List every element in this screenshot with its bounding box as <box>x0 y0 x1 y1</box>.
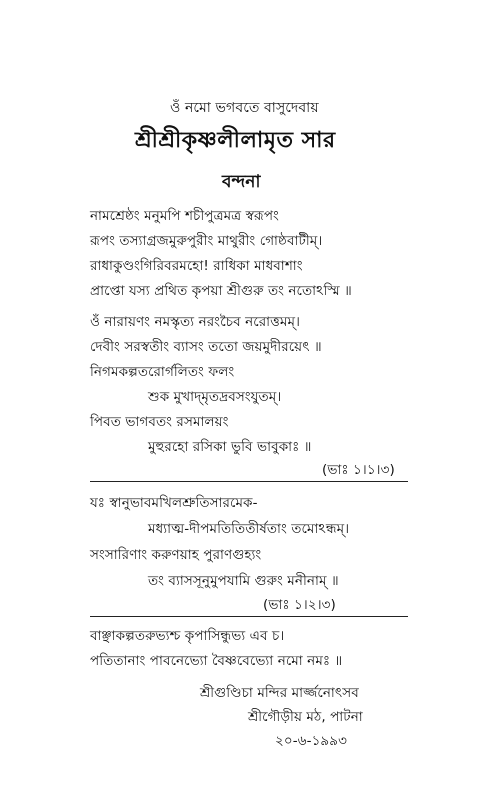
verse3-reference: (ভাঃ ১।১।৩) <box>322 462 395 478</box>
footer-date: ২০-৬-১৯৯৩ <box>275 733 348 749</box>
verse3-line3: পিবত ভাগবতং রসমালয়ং <box>90 414 229 430</box>
footer-place: শ্রীগৌড়ীয় মঠ, পাটনা <box>248 709 363 725</box>
verse5-line2: পতিতানাং পাবনেভ্যো বৈষ্ণবেভ্যো নমো নমঃ ॥ <box>90 653 343 669</box>
verse4-line4: তং ব্যাসসূনুমুপযামি গুরুং মনীনাম্ ॥ <box>148 573 339 589</box>
verse3-line4: মুহুরহো রসিকা ভুবি ভাবুকাঃ ॥ <box>148 439 312 455</box>
section-heading: বন্দনা <box>222 172 261 192</box>
invocation-line: ওঁ নমো ভগবতে বাসুদেবায় <box>170 100 319 116</box>
verse1-line4: প্রাপ্তো যস্য প্রথিত কৃপয়া শ্রীগুরু তং নতোঽস্মি ॥ <box>90 283 352 299</box>
page-title: শ্রীশ্রীকৃষ্ণলীলামৃত সার <box>135 128 336 153</box>
verse2-line2: দেবীং সরস্বতীং ব্যাসং ততো জয়মুদীরয়েৎ ॥ <box>90 339 322 355</box>
verse2-line1: ওঁ নারায়ণং নমস্কৃত্য নরংচৈব নরোত্তমম্। <box>90 314 301 330</box>
footer-event: শ্রীগুণ্ডিচা মন্দির মার্জ্জনোৎসব <box>200 685 359 701</box>
verse5-line1: বাঞ্ছাকল্পতরুভ্যশ্চ কৃপাসিন্ধুভ্য এব চ। <box>90 628 285 644</box>
divider-line <box>90 481 408 482</box>
verse4-reference: (ভাঃ ১।২।৩) <box>263 597 336 613</box>
verse4-line2: মধ্যাত্ম-দীপমতিতিতীর্ষতাং তমোঽন্ধম্। <box>148 521 350 537</box>
verse1-line2: রূপং তস্যাগ্রজমুরুপুরীং মাথুরীং গোষ্ঠবাটীম্। <box>90 233 323 249</box>
verse3-line2: শুক মুখাদ্‌মৃতদ্রবসংযুতম্। <box>148 389 282 405</box>
verse3-line1: নিগমকল্পতরোর্গলিতং ফলং <box>90 364 235 380</box>
verse1-line3: রাধাকুণ্ডংগিরিবরমহো! রাধিকা মাধবাশাং <box>90 258 303 274</box>
divider-line <box>90 616 408 617</box>
verse4-line1: যঃ স্বানুভাবমখিলশ্রুতিসারমেক- <box>90 495 258 511</box>
verse4-line3: সংসারিণাং করুণয়াহ পুরাণগুহ্যং <box>90 547 262 563</box>
verse1-line1: নামশ্রেষ্ঠং মনুমপি শচীপুত্রমত্র স্বরূপং <box>90 208 279 224</box>
